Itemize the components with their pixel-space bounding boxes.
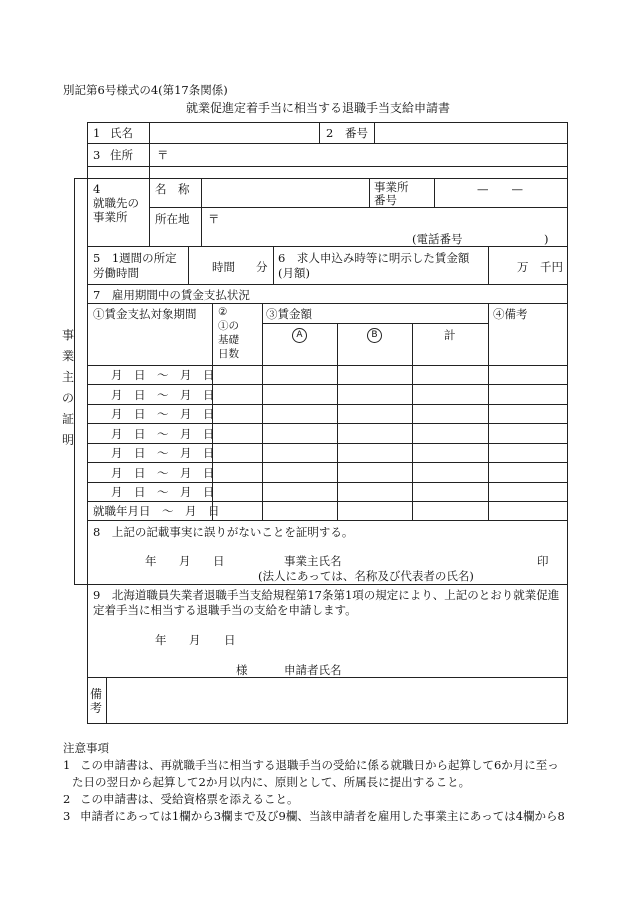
vline-label1 [149, 122, 150, 178]
sec9-day: 日 [224, 633, 236, 647]
sec3-num: 3 [93, 148, 101, 162]
sec5-line2: 労働時間 [93, 266, 139, 280]
line-remarks [87, 677, 568, 678]
vline-tcol3c [412, 323, 413, 520]
form-number: 別記第6号様式の4(第17条関係) [63, 83, 228, 97]
line-trow4 [87, 443, 568, 444]
line-trow2 [87, 404, 568, 405]
sec3-postal: 〒 [157, 148, 169, 162]
sec4-name-label: 名 称 [155, 182, 190, 196]
sec4-label2: 事業所 [93, 210, 128, 224]
sec9-year: 年 [155, 633, 167, 647]
sec7-col3-a: A [292, 328, 307, 343]
sec4-phone-close: ) [544, 232, 549, 246]
sec8-note: (法人にあっては、名称及び代表者の氏名) [258, 569, 474, 583]
sec4-office-label1: 事業所 [374, 180, 409, 194]
vline-tcol3b [337, 323, 338, 520]
vline-remarks [106, 677, 107, 724]
sec4-office-dashes: — — [477, 182, 523, 196]
line-row1 [87, 143, 568, 144]
sec7-col3-b: B [367, 328, 382, 343]
sec4-office-label2: 番号 [374, 193, 397, 207]
table-row-last: 就職年月日 ～ 月 日 [93, 504, 220, 518]
sec8-year: 年 [145, 554, 157, 568]
sec4-label1: 就職先の [93, 196, 139, 210]
sec4-num: 4 [93, 182, 101, 196]
sec6-line2: (月額) [278, 266, 310, 280]
vline-sec4d [434, 178, 435, 207]
sec7-col2-l3: 基礎 [218, 334, 239, 346]
vline-sec4c [369, 178, 370, 207]
sec2-num: 2 [326, 126, 334, 140]
vline-tcol3 [262, 303, 263, 520]
line-row3 [87, 166, 568, 167]
sec9-sama: 様 [236, 663, 248, 677]
sec7-col3-total: 計 [444, 328, 456, 342]
sec9-line2: 定着手当に相当する退職手当の支給を申請します。 [93, 603, 357, 617]
sec1-label: 氏名 [110, 126, 133, 140]
sec5-minutes: 分 [256, 260, 268, 274]
vline-sec6b [488, 246, 489, 284]
table-row: 月 日 ～ 月 日 [111, 388, 215, 402]
sec3-label: 住所 [110, 148, 133, 162]
line-row7 [87, 303, 568, 304]
note-3-num: 3 [63, 809, 71, 823]
sec7-col4: ④備考 [493, 307, 528, 321]
line-trow1 [87, 384, 568, 385]
note-1-line1: この申請書は、再就職手当に相当する退職手当の受給に係る就職日から起算して6か月に至っ [80, 758, 559, 772]
note-2-line1: この申請書は、受給資格票を添えること。 [80, 792, 299, 806]
sec7-col3: ③賃金額 [266, 307, 312, 321]
notes-title: 注意事項 [63, 741, 109, 755]
line-trow7 [87, 501, 568, 502]
sec8-statement: 8 上記の記載事実に誤りがないことを証明する。 [93, 525, 354, 539]
sec5-hours: 時間 [212, 260, 235, 274]
form-title: 就業促進定着手当に相当する退職手当支給申請書 [186, 101, 451, 115]
table-row: 月 日 ～ 月 日 [111, 407, 215, 421]
line-trow3 [87, 423, 568, 424]
table-row: 月 日 ～ 月 日 [111, 446, 215, 460]
bracket-top [74, 178, 87, 179]
sec6-units: 万 千円 [517, 260, 563, 274]
vline-sec6 [273, 246, 274, 284]
vline-tcol4 [488, 303, 489, 520]
remarks-label: 備考 [89, 687, 102, 715]
table-row: 月 日 ～ 月 日 [111, 466, 215, 480]
table-row: 月 日 ～ 月 日 [111, 427, 215, 441]
sec4-postal: 〒 [208, 212, 220, 226]
vline-sec2b [374, 122, 375, 143]
line-trow8 [87, 520, 568, 521]
line-table-head [87, 365, 568, 366]
sec4-address-label: 所在地 [155, 212, 190, 226]
sec5-line1: 5 1週間の所定 [93, 251, 177, 265]
note-3-line1: 申請者にあっては1欄から3欄まで及び9欄、当該申請者を雇用した事業主にあっては4欄から8 [80, 809, 565, 823]
sec6-line1: 6 求人申込み時等に明示した賃金額 [278, 251, 470, 265]
sec7-col1: ①賃金支払対象期間 [93, 307, 197, 321]
vline-sec5 [188, 246, 189, 284]
sec9-month: 月 [189, 633, 201, 647]
sec8-day: 日 [213, 554, 225, 568]
note-2-num: 2 [63, 792, 71, 806]
sec9-applicant-label: 申請者氏名 [284, 663, 342, 677]
vline-sec4b [201, 178, 202, 246]
sec7-col2-l4: 日数 [218, 348, 239, 360]
line-trow5 [87, 462, 568, 463]
table-row: 月 日 ～ 月 日 [111, 485, 215, 499]
line-row4 [87, 246, 568, 247]
sec4-phone-label: (電話番号 [412, 232, 463, 246]
note-1-num: 1 [63, 758, 71, 772]
sec8-employer-label: 事業主氏名 [284, 554, 342, 568]
sec2-label: 番号 [345, 126, 368, 140]
sec1-num: 1 [93, 126, 101, 140]
employer-cert-label: 事業主の証明 [61, 328, 74, 447]
sec8-month: 月 [179, 554, 191, 568]
line-row3b [87, 178, 568, 179]
bracket-bottom [74, 584, 87, 585]
line-sec9 [87, 584, 568, 585]
line-row4a [149, 207, 568, 208]
line-col3-sub [262, 323, 488, 324]
sec8-seal: 印 [537, 554, 549, 568]
sec7-title: 7 雇用期間中の賃金支払状況 [93, 288, 250, 302]
note-1-line2: た日の翌日から起算して2か月以内に、原則として、所属長に提出すること。 [72, 775, 471, 789]
vline-sec2 [319, 122, 320, 143]
sec7-col2-l2: ①の [218, 320, 239, 332]
line-trow6 [87, 482, 568, 483]
sec9-line1: 9 北海道職員失業者退職手当支給規程第17条第1項の規定により、上記のとおり就業促進 [93, 588, 560, 602]
vline-sec4 [149, 178, 150, 246]
table-row: 月 日 ～ 月 日 [111, 368, 215, 382]
sec7-col2-l1: ② [218, 306, 228, 318]
line-row5 [87, 284, 568, 285]
